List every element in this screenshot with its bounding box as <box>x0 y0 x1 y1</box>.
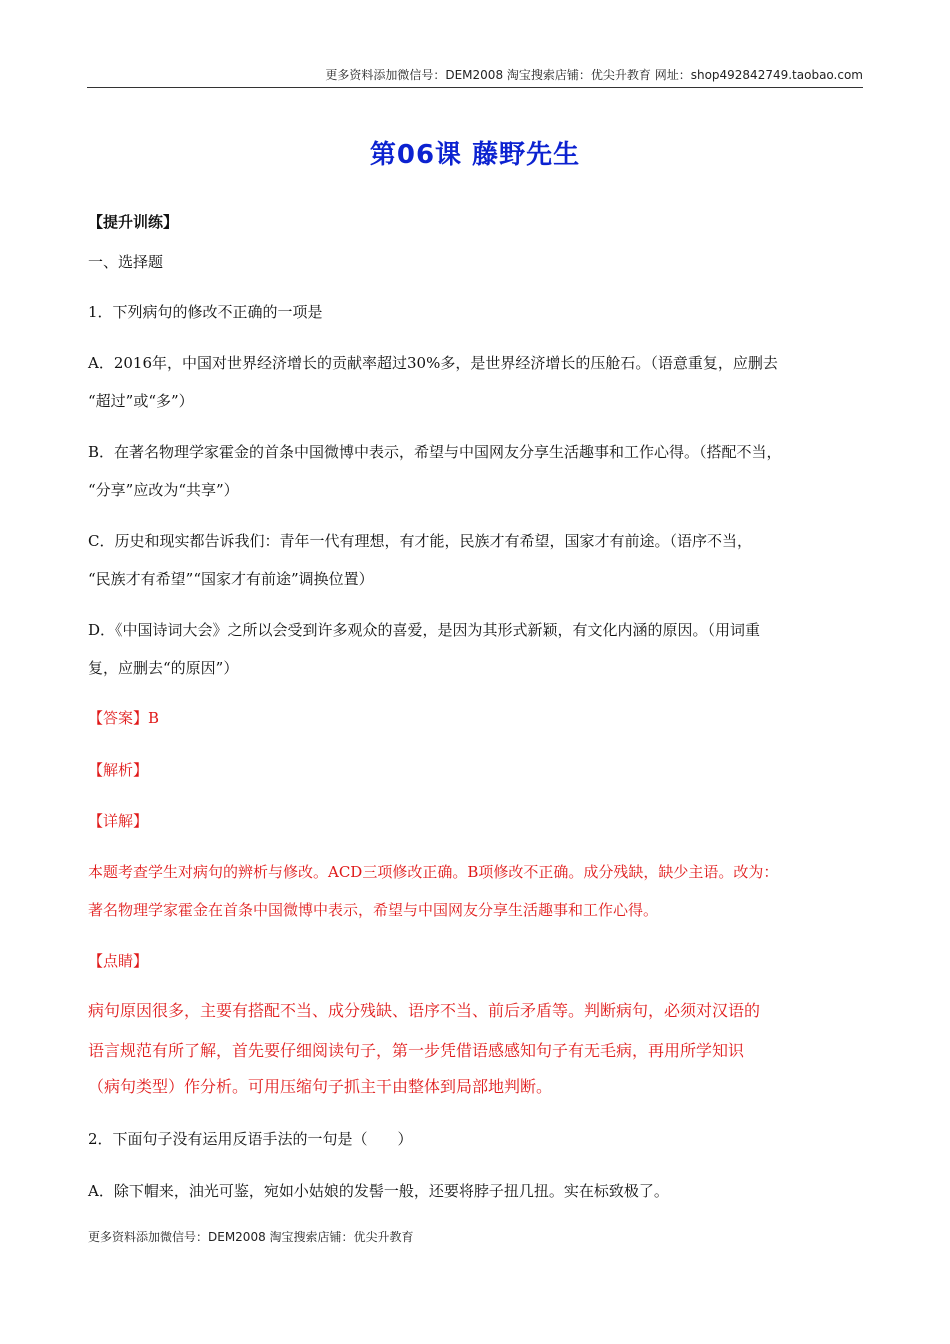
part-label: 一、选择题 <box>88 253 164 271</box>
q1-detail-line-1: 本题考查学生对病句的辨析与修改。ACD三项修改正确。B项修改不正确。成分残缺，缺少主语。改为： <box>88 863 779 881</box>
q1-detail-label: 【详解】 <box>88 812 149 830</box>
q1-option-b-line-2: “分享”应改为“共享”） <box>88 481 239 499</box>
q1-option-c-line-1: C．历史和现实都告诉我们：青年一代有理想，有才能，民族才有希望，国家才有前途。（语序不当， <box>88 532 752 550</box>
question-2-stem: 2．下面句子没有运用反语手法的一句是（ ） <box>88 1130 413 1148</box>
q1-option-a-line-2: “超过”或“多”） <box>88 392 194 410</box>
q1-option-c-line-2: “民族才有希望”“国家才有前途”调换位置） <box>88 570 374 588</box>
section-label: 【提升训练】 <box>88 213 179 231</box>
q1-analysis-label: 【解析】 <box>88 761 149 779</box>
q1-option-d-line-1: D．《中国诗词大会》之所以会受到许多观众的喜爱，是因为其形式新颖，有文化内涵的原因。（用词重 <box>88 621 761 639</box>
q1-option-d-line-2: 复，应删去“的原因”） <box>88 659 239 677</box>
q1-answer: 【答案】B <box>88 709 160 727</box>
q1-tip-line-2: 语言规范有所了解，首先要仔细阅读句子，第一步凭借语感感知句子有无毛病，再用所学知识 <box>88 1041 745 1060</box>
page-header: 更多资料添加微信号：DEM2008 淘宝搜索店铺：优尖升教育 网址：shop492842749.taobao.com <box>325 68 863 82</box>
page-footer: 更多资料添加微信号：DEM2008 淘宝搜索店铺：优尖升教育 <box>88 1230 414 1244</box>
q2-option-a: A．除下帽来，油光可鉴，宛如小姑娘的发髻一般，还要将脖子扭几扭。实在标致极了。 <box>88 1182 669 1200</box>
q1-option-a-line-1: A．2016年，中国对世界经济增长的贡献率超过30%多，是世界经济增长的压舱石。（语意重复，应删去 <box>88 354 778 372</box>
question-1-stem: 1．下列病句的修改不正确的一项是 <box>88 303 323 321</box>
q1-option-b-line-1: B．在著名物理学家霍金的首条中国微博中表示，希望与中国网友分享生活趣事和工作心得。（搭配不当， <box>88 443 782 461</box>
q1-tip-line-3: （病句类型）作分析。可用压缩句子抓主干由整体到局部地判断。 <box>88 1077 553 1096</box>
q1-detail-line-2: 著名物理学家霍金在首条中国微博中表示，希望与中国网友分享生活趣事和工作心得。 <box>88 901 659 919</box>
q1-tip-line-1: 病句原因很多，主要有搭配不当、成分残缺、语序不当、前后矛盾等。判断病句，必须对汉语的 <box>88 1001 761 1020</box>
header-divider <box>87 87 863 88</box>
q1-tip-label: 【点睛】 <box>88 952 149 970</box>
page-title: 第06课 藤野先生 <box>369 140 581 170</box>
